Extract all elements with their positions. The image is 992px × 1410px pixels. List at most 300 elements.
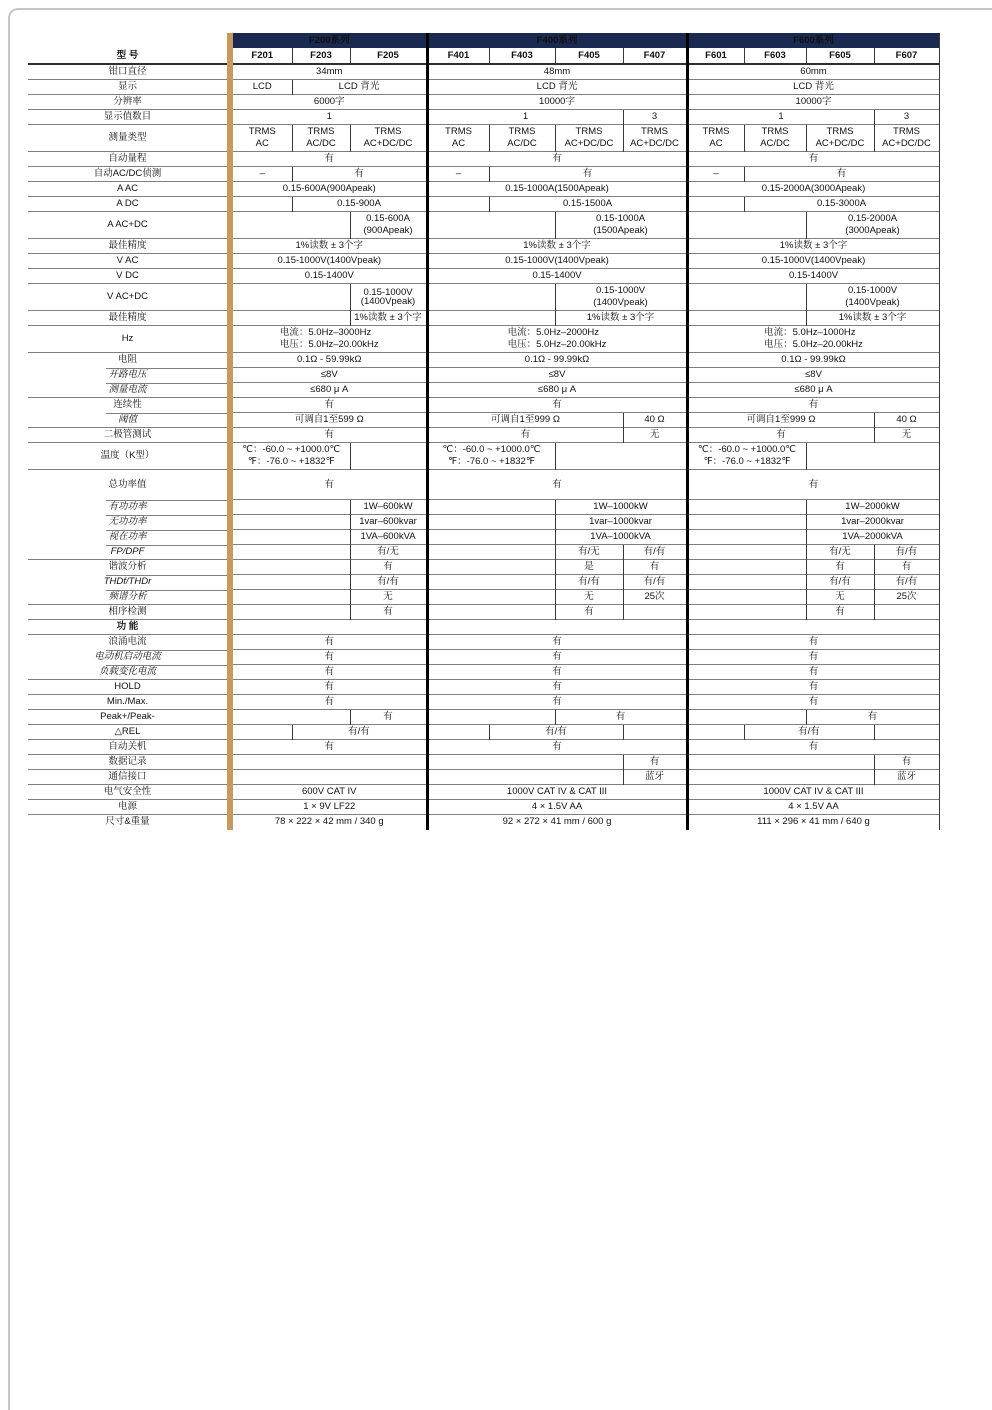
spec-cell: 600V CAT IV — [233, 785, 427, 800]
spec-cell: 蓝牙 — [623, 770, 687, 785]
model-header: F607 — [874, 48, 939, 64]
row-label: 显示值数目 — [28, 110, 227, 125]
spec-cell: 有 — [427, 470, 687, 500]
spec-cell — [687, 197, 744, 212]
spec-cell: 无 — [623, 428, 687, 443]
spec-cell: ≤8V — [233, 368, 427, 383]
row-label: 钳口直径 — [28, 64, 227, 80]
spec-cell: 1 — [687, 110, 874, 125]
spec-cell — [233, 605, 350, 620]
spec-cell: 有 — [233, 152, 427, 167]
spec-cell: 0.15-1000A(1500Apeak) — [427, 182, 687, 197]
spec-cell: 1var–600kvar — [350, 515, 427, 530]
row-label: 通信接口 — [28, 770, 227, 785]
spec-cell: – — [233, 167, 292, 182]
spec-cell: 电流：5.0Hz–2000Hz 电压：5.0Hz–20.00kHz — [427, 326, 687, 353]
spec-cell — [623, 725, 687, 740]
spec-cell: 10000字 — [687, 95, 939, 110]
row-label: V DC — [28, 269, 227, 284]
table-row — [28, 269, 939, 284]
spec-cell — [874, 725, 939, 740]
model-header: F401 — [427, 48, 489, 64]
table-row — [28, 635, 939, 650]
row-label: V AC — [28, 254, 227, 269]
spec-cell: 40 Ω — [623, 413, 687, 428]
spec-cell: 60mm — [687, 64, 939, 80]
table-row — [28, 197, 939, 212]
spec-cell: 1%读数 ± 3个字 — [350, 311, 427, 326]
spec-cell: 1000V CAT IV & CAT III — [687, 785, 939, 800]
series-header: F600系列 — [687, 33, 939, 48]
spec-cell: 是 — [555, 560, 623, 575]
row-label: 总功率值 — [28, 470, 227, 500]
spec-cell: 111 × 296 × 41 mm / 640 g — [687, 815, 939, 830]
spec-cell — [427, 560, 555, 575]
spec-cell: 1%读数 ± 3个字 — [806, 311, 939, 326]
spec-cell — [687, 560, 806, 575]
table-row — [28, 590, 939, 605]
spec-cell: 有 — [555, 710, 687, 725]
row-label: FP/DPF — [28, 545, 227, 560]
spec-cell: ℃：-60.0 ~ +1000.0℃ ℉：-76.0 ~ +1832℉ — [427, 443, 555, 470]
table-row — [28, 605, 939, 620]
row-label: 相序检测 — [28, 605, 227, 620]
spec-cell: 有/有 — [555, 575, 623, 590]
spec-cell: 78 × 222 × 42 mm / 340 g — [233, 815, 427, 830]
spec-cell: 有 — [427, 152, 687, 167]
row-label: 分辨率 — [28, 95, 227, 110]
table-row — [28, 167, 939, 182]
row-label: 显示 — [28, 80, 227, 95]
spec-cell: 4 × 1.5V AA — [687, 800, 939, 815]
spec-cell: 0.15-3000A — [744, 197, 939, 212]
table-row — [28, 326, 939, 353]
row-label: 数据记录 — [28, 755, 227, 770]
spec-cell: ℃：-60.0 ~ +1000.0℃ ℉：-76.0 ~ +1832℉ — [233, 443, 350, 470]
spec-cell — [427, 725, 489, 740]
spec-cell — [687, 212, 806, 239]
spec-cell: 有 — [350, 710, 427, 725]
row-label: 电源 — [28, 800, 227, 815]
spec-cell: 有 — [427, 680, 687, 695]
model-header: F203 — [292, 48, 350, 64]
series-header: F400系列 — [427, 33, 687, 48]
spec-cell — [427, 755, 623, 770]
model-header: F601 — [687, 48, 744, 64]
spec-cell — [687, 710, 806, 725]
spec-cell: 3 — [623, 110, 687, 125]
model-header: F405 — [555, 48, 623, 64]
spec-cell: 0.15-1000V(1400Vpeak) — [687, 254, 939, 269]
spec-table — [28, 33, 940, 830]
spec-cell: ≤680 μ A — [687, 383, 939, 398]
spec-cell: – — [427, 167, 489, 182]
spec-cell: 电流：5.0Hz–3000Hz 电压：5.0Hz–20.00kHz — [233, 326, 427, 353]
spec-cell — [687, 725, 744, 740]
row-label: 电气安全性 — [28, 785, 227, 800]
table-row — [28, 620, 939, 635]
spec-cell: 有 — [233, 680, 427, 695]
table-row — [28, 500, 939, 515]
row-label: 自动关机 — [28, 740, 227, 755]
spec-cell: 1W–2000kW — [806, 500, 939, 515]
model-header: F407 — [623, 48, 687, 64]
spec-cell: 有 — [427, 650, 687, 665]
table-row — [28, 695, 939, 710]
spec-cell: 无 — [874, 428, 939, 443]
spec-cell: 0.15-1400V — [427, 269, 687, 284]
spec-cell: 1 — [427, 110, 623, 125]
table-row — [28, 740, 939, 755]
spec-cell: 0.15-1000A (1500Apeak) — [555, 212, 687, 239]
row-label: Hz — [28, 326, 227, 353]
table-row — [28, 770, 939, 785]
spec-cell: 1000V CAT IV & CAT III — [427, 785, 687, 800]
row-label: 频谱分析 — [28, 590, 227, 605]
spec-cell: 1var–1000kvar — [555, 515, 687, 530]
spec-cell: 有 — [233, 470, 427, 500]
spec-cell: 有/有 — [623, 575, 687, 590]
spec-cell: 1%读数 ± 3个字 — [233, 239, 427, 254]
spec-cell: 有 — [623, 755, 687, 770]
row-label: Min./Max. — [28, 695, 227, 710]
spec-cell — [427, 575, 555, 590]
spec-cell: TRMS AC+DC/DC — [806, 125, 874, 152]
spec-cell — [427, 500, 555, 515]
spec-cell — [687, 311, 806, 326]
spec-cell: TRMS AC+DC/DC — [623, 125, 687, 152]
row-label: THDf/THDr — [28, 575, 227, 590]
spec-cell: 有 — [427, 695, 687, 710]
spec-cell: TRMS AC — [427, 125, 489, 152]
table-row — [28, 575, 939, 590]
row-label: HOLD — [28, 680, 227, 695]
table-row — [28, 545, 939, 560]
table-row — [28, 125, 939, 152]
spec-cell: TRMS AC — [233, 125, 292, 152]
spec-cell: TRMS AC+DC/DC — [350, 125, 427, 152]
table-row — [28, 413, 939, 428]
spec-cell: – — [687, 167, 744, 182]
spec-cell: 34mm — [233, 64, 427, 80]
row-label: 电阻 — [28, 353, 227, 368]
spec-cell: 0.15-1000V (1400Vpeak) — [555, 284, 687, 311]
spec-cell: 有/有 — [489, 725, 623, 740]
spec-cell: 有 — [874, 755, 939, 770]
spec-cell: 1var–2000kvar — [806, 515, 939, 530]
spec-cell: 0.1Ω - 99.99kΩ — [687, 353, 939, 368]
row-label: 谐波分析 — [28, 560, 227, 575]
row-label: A AC+DC — [28, 212, 227, 239]
table-row — [28, 443, 939, 470]
spec-cell: 有/有 — [874, 545, 939, 560]
row-label: 自动AC/DC侦测 — [28, 167, 227, 182]
spec-cell: 电流：5.0Hz–1000Hz 电压：5.0Hz–20.00kHz — [687, 326, 939, 353]
spec-cell: TRMS AC/DC — [489, 125, 555, 152]
spec-cell: 有 — [427, 665, 687, 680]
spec-cell: LCD 背光 — [292, 80, 427, 95]
spec-cell — [687, 590, 806, 605]
spec-cell — [233, 500, 350, 515]
spec-cell: 有 — [623, 560, 687, 575]
spec-cell — [427, 284, 555, 311]
table-row — [28, 64, 939, 80]
spec-cell: 0.1Ω - 59.99kΩ — [233, 353, 427, 368]
spec-cell: 有 — [350, 605, 427, 620]
row-label: V AC+DC — [28, 284, 227, 311]
row-label: 自动量程 — [28, 152, 227, 167]
model-header: F205 — [350, 48, 427, 64]
spec-cell: 1 — [233, 110, 427, 125]
spec-cell: TRMS AC/DC — [292, 125, 350, 152]
table-row — [28, 785, 939, 800]
spec-cell — [427, 515, 555, 530]
model-header: F603 — [744, 48, 806, 64]
spec-cell: 0.15-1000V (1400Vpeak) — [350, 284, 427, 311]
spec-cell — [233, 560, 350, 575]
table-row — [28, 680, 939, 695]
model-row — [28, 48, 939, 64]
spec-cell: ≤8V — [427, 368, 687, 383]
spec-cell — [233, 197, 292, 212]
spec-cell: TRMS AC+DC/DC — [555, 125, 623, 152]
spec-cell: 有 — [555, 605, 623, 620]
table-row — [28, 515, 939, 530]
table-row — [28, 530, 939, 545]
spec-cell: 有 — [350, 560, 427, 575]
spec-cell: 有 — [233, 665, 427, 680]
spec-cell — [427, 770, 623, 785]
spec-cell: 0.15-600A(900Apeak) — [233, 182, 427, 197]
spec-cell: 有 — [687, 680, 939, 695]
row-label: 无功功率 — [28, 515, 227, 530]
spec-cell: 有 — [427, 428, 623, 443]
spec-cell: 0.15-1000V(1400Vpeak) — [233, 254, 427, 269]
spec-cell: 有 — [874, 560, 939, 575]
spec-cell — [350, 443, 427, 470]
spec-cell — [687, 770, 874, 785]
spec-cell — [233, 770, 427, 785]
spec-cell — [687, 530, 806, 545]
table-row — [28, 254, 939, 269]
table-row — [28, 470, 939, 500]
spec-cell — [233, 710, 350, 725]
table-row — [28, 665, 939, 680]
spec-cell — [687, 575, 806, 590]
spec-cell: 有 — [233, 740, 427, 755]
spec-cell: 有 — [687, 398, 939, 413]
spec-cell: 0.15-2000A(3000Apeak) — [687, 182, 939, 197]
row-label: 阈值 — [28, 413, 227, 428]
table-row — [28, 428, 939, 443]
spec-cell: 有/有 — [623, 545, 687, 560]
table-row — [28, 383, 939, 398]
row-label: 温度（K型） — [28, 443, 227, 470]
spec-cell — [233, 311, 350, 326]
spec-cell — [427, 530, 555, 545]
spec-cell: 有 — [489, 167, 687, 182]
table-row — [28, 725, 939, 740]
row-label: A AC — [28, 182, 227, 197]
spec-cell — [427, 590, 555, 605]
spec-cell: 有/无 — [350, 545, 427, 560]
spec-cell: LCD — [233, 80, 292, 95]
spec-cell: 25次 — [623, 590, 687, 605]
spec-cell: 无 — [555, 590, 623, 605]
table-row — [28, 560, 939, 575]
row-label: 有功功率 — [28, 500, 227, 515]
spec-cell: 0.15-1400V — [233, 269, 427, 284]
spec-cell — [806, 443, 939, 470]
spec-cell — [233, 620, 427, 635]
spec-cell: ≤680 μ A — [427, 383, 687, 398]
spec-cell: 有/有 — [350, 575, 427, 590]
spec-cell — [233, 530, 350, 545]
spec-cell — [233, 755, 427, 770]
row-label: 功 能 — [28, 620, 227, 635]
row-label: 浪涌电流 — [28, 635, 227, 650]
table-row — [28, 815, 939, 830]
table-row — [28, 398, 939, 413]
spec-cell — [233, 725, 292, 740]
spec-cell — [687, 620, 939, 635]
table-row — [28, 110, 939, 125]
spec-cell: 1VA–2000kVA — [806, 530, 939, 545]
spec-cell: ℃：-60.0 ~ +1000.0℃ ℉：-76.0 ~ +1832℉ — [687, 443, 806, 470]
table-row — [28, 284, 939, 311]
table-row — [28, 755, 939, 770]
spec-cell: 有 — [687, 695, 939, 710]
spec-cell: 0.15-1500A — [489, 197, 687, 212]
spec-cell — [233, 575, 350, 590]
spec-cell: 3 — [874, 110, 939, 125]
table-row — [28, 212, 939, 239]
spec-cell — [427, 212, 555, 239]
row-label: A DC — [28, 197, 227, 212]
spec-cell: 有 — [687, 740, 939, 755]
spec-cell: 4 × 1.5V AA — [427, 800, 687, 815]
spec-cell: 可调自1至599 Ω — [233, 413, 427, 428]
spec-cell: ≤8V — [687, 368, 939, 383]
spec-cell — [687, 284, 806, 311]
spec-cell: TRMS AC/DC — [744, 125, 806, 152]
spec-cell: 可调自1至999 Ω — [687, 413, 874, 428]
spec-cell: 1%读数 ± 3个字 — [427, 239, 687, 254]
spec-cell: TRMS AC — [687, 125, 744, 152]
row-label: 测量电流 — [28, 383, 227, 398]
spec-cell: 有/有 — [292, 725, 427, 740]
spec-cell: 有 — [233, 650, 427, 665]
spec-cell: 1%读数 ± 3个字 — [555, 311, 687, 326]
spec-cell — [427, 545, 555, 560]
row-label: △REL — [28, 725, 227, 740]
spec-cell: 有/有 — [806, 575, 874, 590]
row-label: 最佳精度 — [28, 239, 227, 254]
spec-cell: 有/有 — [744, 725, 874, 740]
spec-cell: ≤680 μ A — [233, 383, 427, 398]
spec-cell: 有 — [233, 398, 427, 413]
spec-cell: TRMS AC+DC/DC — [874, 125, 939, 152]
row-label: 电动机启动电流 — [28, 650, 227, 665]
spec-cell — [233, 590, 350, 605]
spec-cell: 1 × 9V LF22 — [233, 800, 427, 815]
spec-cell: 10000字 — [427, 95, 687, 110]
spec-cell — [233, 284, 350, 311]
spec-cell — [687, 545, 806, 560]
spec-cell: 0.15-1000V(1400Vpeak) — [427, 254, 687, 269]
row-label: Peak+/Peak- — [28, 710, 227, 725]
band-label-spacer — [28, 33, 227, 48]
spec-cell: 有 — [233, 635, 427, 650]
row-label: 尺寸&重量 — [28, 815, 227, 830]
spec-cell: 蓝牙 — [874, 770, 939, 785]
table-row — [28, 353, 939, 368]
models-label: 型 号 — [116, 49, 139, 61]
spec-cell — [427, 605, 555, 620]
spec-cell: 有/无 — [806, 545, 874, 560]
table-row — [28, 311, 939, 326]
spec-cell — [687, 515, 806, 530]
spec-cell — [233, 545, 350, 560]
spec-cell: LCD 背光 — [427, 80, 687, 95]
spec-cell: 6000字 — [233, 95, 427, 110]
spec-cell — [874, 605, 939, 620]
table-row — [28, 650, 939, 665]
spec-cell: 有 — [233, 695, 427, 710]
spec-cell: 有 — [687, 428, 874, 443]
series-band-row — [28, 33, 939, 48]
spec-cell: 有 — [292, 167, 427, 182]
spec-cell: 0.15-2000A (3000Apeak) — [806, 212, 939, 239]
spec-cell: 1VA–600kVA — [350, 530, 427, 545]
table-row — [28, 80, 939, 95]
spec-cell: 有 — [687, 470, 939, 500]
spec-cell: 0.15-1400V — [687, 269, 939, 284]
spec-cell: 无 — [806, 590, 874, 605]
row-label: 最佳精度 — [28, 311, 227, 326]
spec-cell: 可调自1至999 Ω — [427, 413, 623, 428]
spec-cell: 0.15-900A — [292, 197, 427, 212]
spec-cell: LCD 背光 — [687, 80, 939, 95]
spec-cell: 有 — [687, 635, 939, 650]
spec-cell: 48mm — [427, 64, 687, 80]
spec-cell: 有 — [427, 398, 687, 413]
table-row — [28, 239, 939, 254]
row-label: 测量类型 — [28, 125, 227, 152]
row-label: 连续性 — [28, 398, 227, 413]
spec-cell: 1W–1000kW — [555, 500, 687, 515]
spec-cell: 有/有 — [874, 575, 939, 590]
spec-cell: 0.15-1000V (1400Vpeak) — [806, 284, 939, 311]
spec-cell — [233, 212, 350, 239]
row-label: 负载变化电流 — [28, 665, 227, 680]
row-label: 二极管测试 — [28, 428, 227, 443]
spec-cell: 有 — [687, 650, 939, 665]
spec-cell: 有/无 — [555, 545, 623, 560]
model-header: F403 — [489, 48, 555, 64]
spec-cell — [555, 443, 687, 470]
spec-cell — [687, 755, 874, 770]
spec-cell: 40 Ω — [874, 413, 939, 428]
spec-cell — [427, 197, 489, 212]
spec-cell — [623, 605, 687, 620]
table-row — [28, 800, 939, 815]
spec-cell: 有 — [806, 560, 874, 575]
spec-cell — [687, 500, 806, 515]
model-header: F201 — [251, 49, 274, 61]
spec-cell: 有 — [806, 605, 874, 620]
table-row — [28, 182, 939, 197]
